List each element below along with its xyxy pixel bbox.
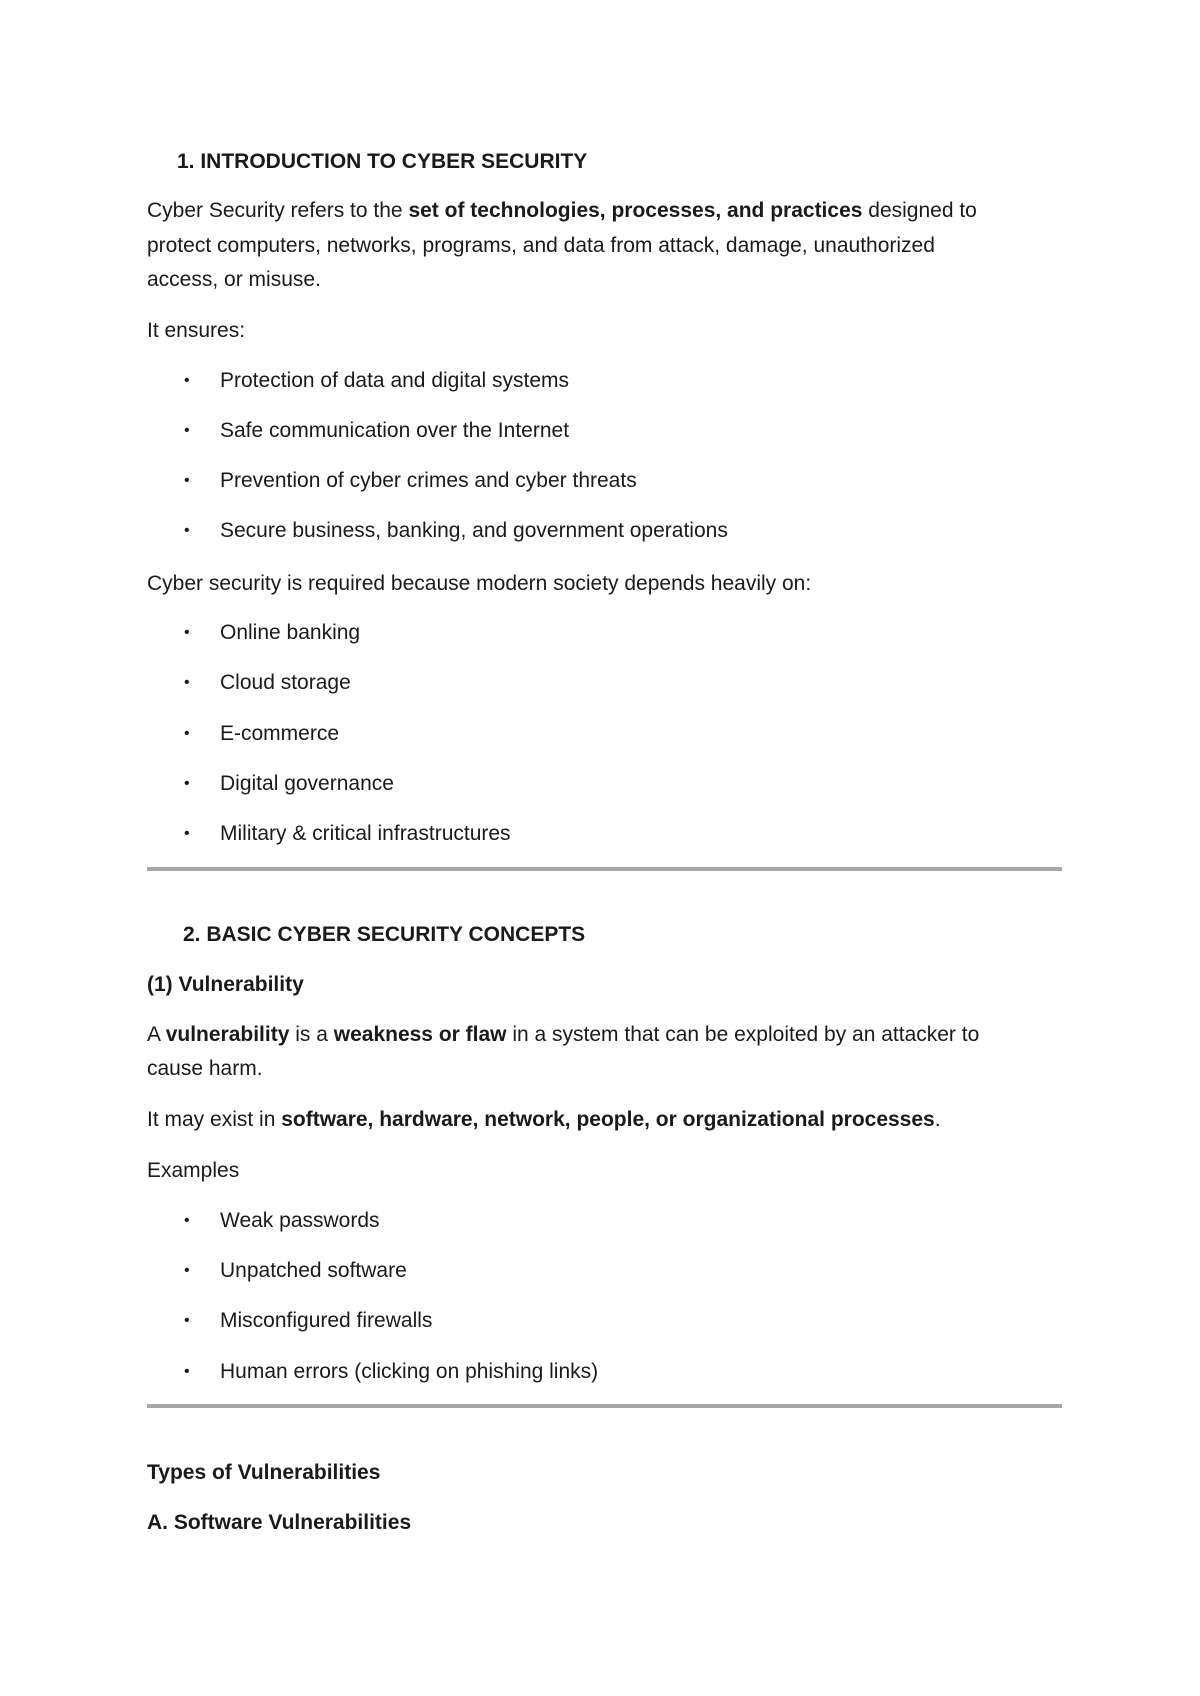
- list-item: Secure business, banking, and government operations: [220, 519, 728, 542]
- bullet-icon: •: [184, 775, 190, 792]
- list-item: Human errors (clicking on phishing links): [220, 1360, 599, 1383]
- exist-bold-text: software, hardware, network, people, or organizational processes: [281, 1108, 935, 1131]
- vulnerability-def-line-2: cause harm.: [147, 1057, 263, 1080]
- bullet-icon: •: [184, 1363, 190, 1380]
- list-item: Online banking: [220, 621, 361, 644]
- list-item: Prevention of cyber crimes and cyber threats: [220, 469, 637, 492]
- bullet-icon: •: [184, 422, 190, 439]
- required-label: Cyber security is required because modern society depends heavily on:: [147, 572, 812, 595]
- list-item: Weak passwords: [220, 1209, 380, 1232]
- bullet-icon: •: [184, 372, 190, 389]
- intro-text: Cyber Security refers to the: [147, 199, 409, 222]
- bullet-icon: •: [184, 472, 190, 489]
- bullet-icon: •: [184, 1312, 190, 1329]
- horizontal-divider: [147, 1404, 1062, 1408]
- bullet-icon: •: [184, 674, 190, 691]
- list-item: Digital governance: [220, 772, 394, 795]
- exist-text: It may exist in: [147, 1108, 282, 1131]
- def-bold-text: vulnerability: [165, 1023, 290, 1046]
- bullet-icon: •: [184, 825, 190, 842]
- vulnerability-def-line-1: [147, 1024, 979, 1045]
- def-text: A: [147, 1023, 166, 1046]
- bullet-icon: •: [184, 1212, 190, 1229]
- def-text: in a system that can be exploited by an attacker to: [506, 1023, 980, 1046]
- intro-line-1: [147, 200, 977, 221]
- list-item: Unpatched software: [220, 1259, 407, 1282]
- intro-bold-text: set of technologies, processes, and practices: [408, 199, 863, 222]
- list-item: E-commerce: [220, 722, 340, 745]
- def-text: is a: [289, 1023, 334, 1046]
- bullet-icon: •: [184, 522, 190, 539]
- intro-line-3: access, or misuse.: [147, 268, 321, 291]
- list-item: Misconfigured firewalls: [220, 1309, 433, 1332]
- bullet-icon: •: [184, 725, 190, 742]
- section1-heading: 1. INTRODUCTION TO CYBER SECURITY: [177, 150, 588, 173]
- bullet-icon: •: [184, 1262, 190, 1279]
- horizontal-divider: [147, 867, 1062, 871]
- list-item: Safe communication over the Internet: [220, 419, 570, 442]
- examples-label: Examples: [147, 1159, 240, 1182]
- vulnerability-subheading: (1) Vulnerability: [147, 973, 304, 996]
- def-bold-text: weakness or flaw: [333, 1023, 507, 1046]
- types-heading: Types of Vulnerabilities: [147, 1461, 381, 1484]
- software-vulnerabilities-heading: A. Software Vulnerabilities: [147, 1511, 412, 1534]
- intro-line-2: protect computers, networks, programs, and data from attack, damage, unauthorized: [147, 234, 935, 257]
- list-item: Cloud storage: [220, 671, 351, 694]
- exist-text-end: .: [934, 1108, 941, 1131]
- bullet-icon: •: [184, 624, 190, 641]
- list-item: Military & critical infrastructures: [220, 822, 511, 845]
- ensures-label: It ensures:: [147, 319, 246, 342]
- exist-line: [147, 1109, 941, 1130]
- list-item: Protection of data and digital systems: [220, 369, 570, 392]
- section2-heading: 2. BASIC CYBER SECURITY CONCEPTS: [183, 923, 586, 946]
- intro-text-end: designed to: [862, 199, 977, 222]
